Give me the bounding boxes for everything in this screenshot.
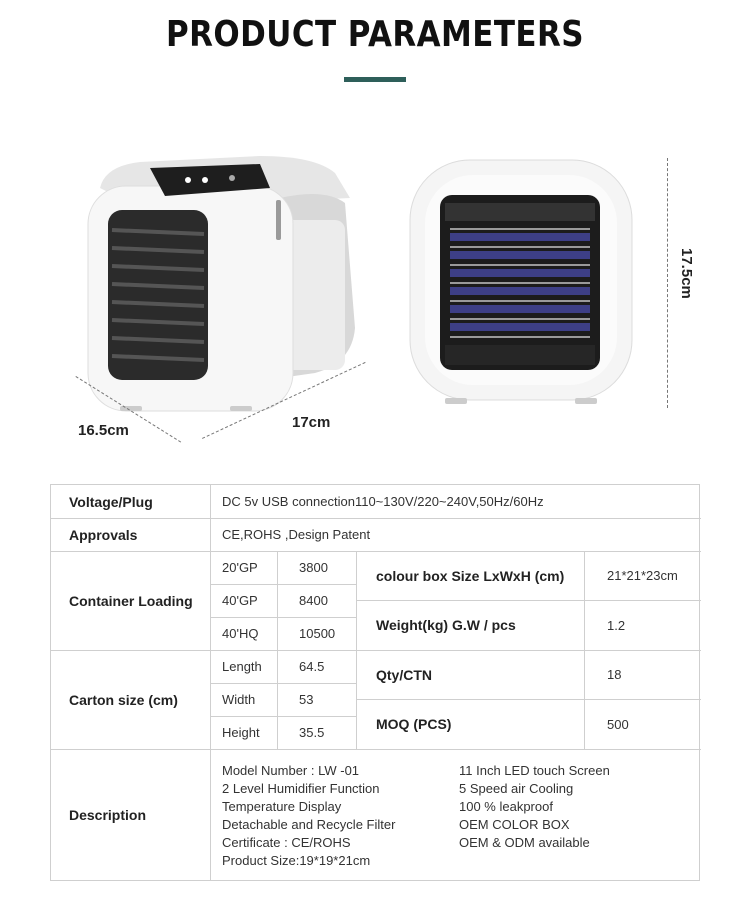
approvals-value: CE,ROHS ,Design Patent <box>222 527 371 542</box>
voltage-label: Voltage/Plug <box>69 493 153 510</box>
colour-box-size-label: colour box Size LxWxH (cm) <box>376 567 565 584</box>
width-label: 17cm <box>292 414 331 431</box>
parameters-table <box>50 484 700 881</box>
container-loading-label: Container Loading <box>69 592 193 609</box>
container-type: 40'HQ <box>222 626 259 641</box>
height-dimension-line <box>667 158 668 408</box>
weight-value: 1.2 <box>607 617 626 633</box>
description-item: 5 Speed air Cooling <box>459 781 574 796</box>
title-underline <box>344 77 406 82</box>
carton-dim-value: 64.5 <box>299 659 325 674</box>
description-item: Certificate : CE/ROHS <box>222 835 351 850</box>
description-item: Detachable and Recycle Filter <box>222 817 396 832</box>
description-item: OEM & ODM available <box>459 835 590 850</box>
description-item: 2 Level Humidifier Function <box>222 781 380 796</box>
moq-label: MOQ (PCS) <box>376 716 452 732</box>
description-item: OEM COLOR BOX <box>459 817 570 832</box>
container-qty: 3800 <box>299 560 328 575</box>
depth-label: 16.5cm <box>78 422 129 439</box>
weight-label: Weight(kg) G.W / pcs <box>376 617 516 633</box>
container-type: 20'GP <box>222 560 258 575</box>
description-label: Description <box>69 807 147 823</box>
colour-box-size-value: 21*21*23cm <box>607 568 678 583</box>
description-item: 100 % leakproof <box>459 799 553 814</box>
carton-dim-value: 35.5 <box>299 725 325 740</box>
product-image-front <box>405 155 637 410</box>
product-image-angled <box>80 148 370 413</box>
description-item: Product Size:19*19*21cm <box>222 853 371 868</box>
voltage-value: DC 5v USB connection110~130V/220~240V,50Hz/60Hz <box>222 494 544 509</box>
qty-ctn-label: Qty/CTN <box>376 666 432 683</box>
container-type: 40'GP <box>222 593 258 608</box>
description-item: Model Number : LW -01 <box>222 763 360 778</box>
description-item: Temperature Display <box>222 799 342 814</box>
description-item: 11 Inch LED touch Screen <box>459 763 610 778</box>
container-qty: 10500 <box>299 626 336 641</box>
carton-dim-name: Width <box>222 692 256 707</box>
height-label: 17.5cm <box>678 248 695 299</box>
carton-dim-name: Length <box>222 659 262 674</box>
page-title: PRODUCT PARAMETERS <box>165 14 585 55</box>
approvals-label: Approvals <box>69 526 138 543</box>
carton-size-label: Carton size (cm) <box>69 691 178 708</box>
container-qty: 8400 <box>299 593 328 608</box>
carton-dim-value: 53 <box>299 692 314 707</box>
carton-dim-name: Height <box>222 725 260 740</box>
qty-ctn-value: 18 <box>607 667 622 682</box>
moq-value: 500 <box>607 716 629 732</box>
